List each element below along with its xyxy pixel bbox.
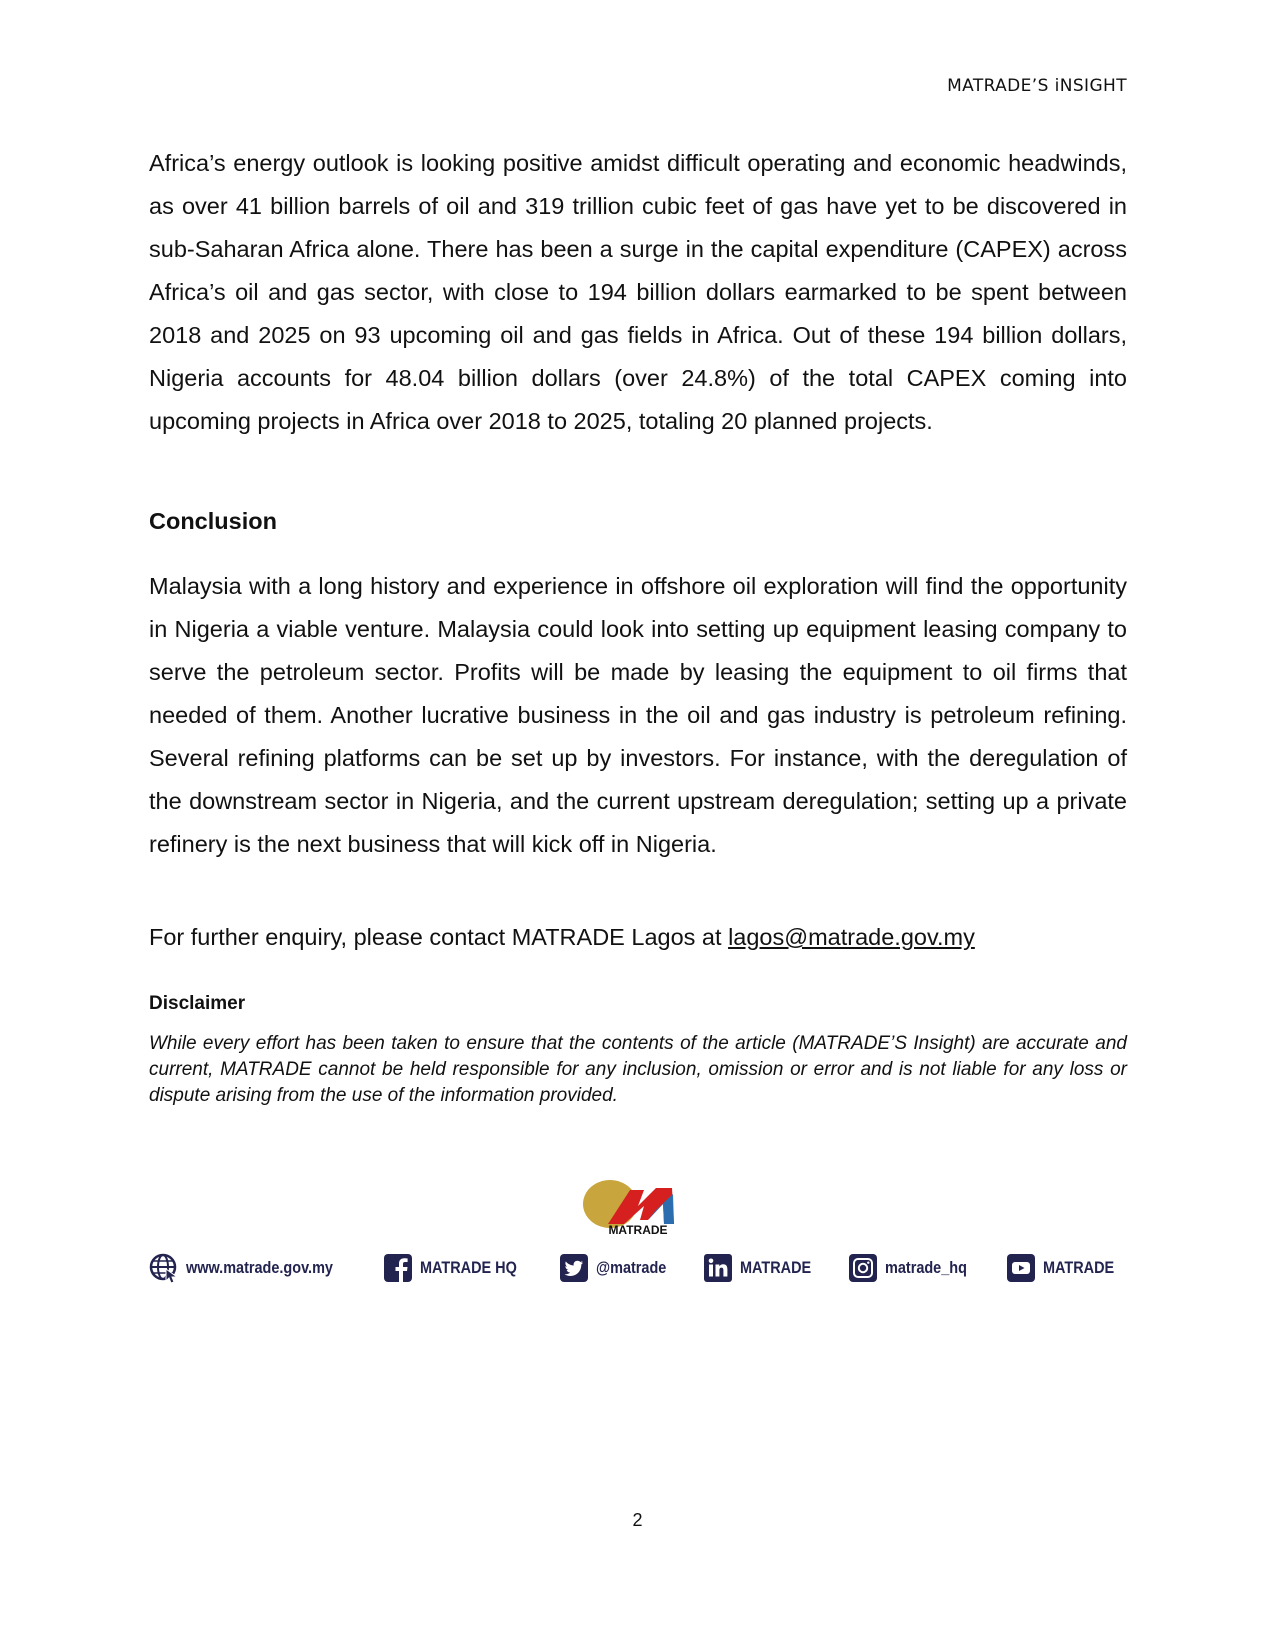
page-number: 2: [632, 1510, 643, 1530]
disclaimer-text: While every effort has been taken to ensure that the contents of the article (MATRADE’S Insight) are accurate and current, MATRADE cannot be held responsible for any inclusion, omission or error and is not liable for any loss or dispute arising from the use of the information provided.: [149, 1033, 1127, 1106]
social-instagram[interactable]: [848, 1253, 981, 1283]
twitter-label: @matrade: [595, 1258, 667, 1277]
instagram-label: matrade_hq: [885, 1258, 968, 1277]
facebook-icon: [383, 1253, 413, 1283]
social-links-bar: [149, 1250, 1127, 1286]
matrade-logo: [578, 1180, 698, 1236]
running-header: MATRADE’S iNSIGHT: [947, 76, 1127, 96]
twitter-icon: [559, 1253, 589, 1283]
linkedin-label: MATRADE: [740, 1258, 812, 1277]
social-youtube[interactable]: [1006, 1253, 1127, 1283]
intro-paragraph: Africa’s energy outlook is looking positive amidst difficult operating and economic headwinds, as over 41 billion barrels of oil and 319 trillion cubic feet of gas have yet to be discovered in sub-Saharan Africa alone. There has been a surge in the capital expenditure (CAPEX) across Africa’s oil and gas sector, with close to 194 billion dollars earmarked to be spent between 2018 and 2025 on 93 upcoming oil and gas fields in Africa. Out of these 194 billion dollars, Nigeria accounts for 48.04 billion dollars (over 24.8%) of the total CAPEX coming into upcoming projects in Africa over 2018 to 2025, totaling 20 planned projects.: [149, 150, 1127, 434]
conclusion-heading: Conclusion: [149, 508, 277, 534]
social-facebook[interactable]: [383, 1253, 534, 1283]
contact-email-link[interactable]: lagos@matrade.gov.my: [728, 924, 975, 950]
social-twitter[interactable]: [559, 1253, 679, 1283]
globe-icon: [149, 1253, 179, 1283]
social-website[interactable]: [149, 1253, 359, 1283]
social-linkedin[interactable]: [703, 1253, 824, 1283]
linkedin-icon: [703, 1253, 733, 1283]
disclaimer-heading: Disclaimer: [149, 993, 246, 1014]
logo-text: MATRADE: [608, 1223, 668, 1236]
facebook-label: MATRADE HQ: [420, 1258, 518, 1277]
enquiry-text: For further enquiry, please contact MATRADE Lagos at: [149, 924, 729, 950]
enquiry-line: [149, 924, 975, 951]
conclusion-paragraph: Malaysia with a long history and experience in offshore oil exploration will find the opportunity in Nigeria a viable venture. Malaysia could look into setting up equipment leasing company to serve the petroleum sector. Profits will be made by leasing the equipment to oil firms that needed of them. Another lucrative business in the oil and gas industry is petroleum refining. Several refining platforms can be set up by investors. For instance, with the deregulation of the downstream sector in Nigeria, and the current upstream deregulation; setting up a private refinery is the next business that will kick off in Nigeria.: [149, 573, 1127, 857]
website-label: www.matrade.gov.my: [186, 1258, 333, 1277]
youtube-label: MATRADE: [1043, 1258, 1115, 1277]
youtube-icon: [1006, 1253, 1036, 1283]
instagram-icon: [848, 1253, 878, 1283]
